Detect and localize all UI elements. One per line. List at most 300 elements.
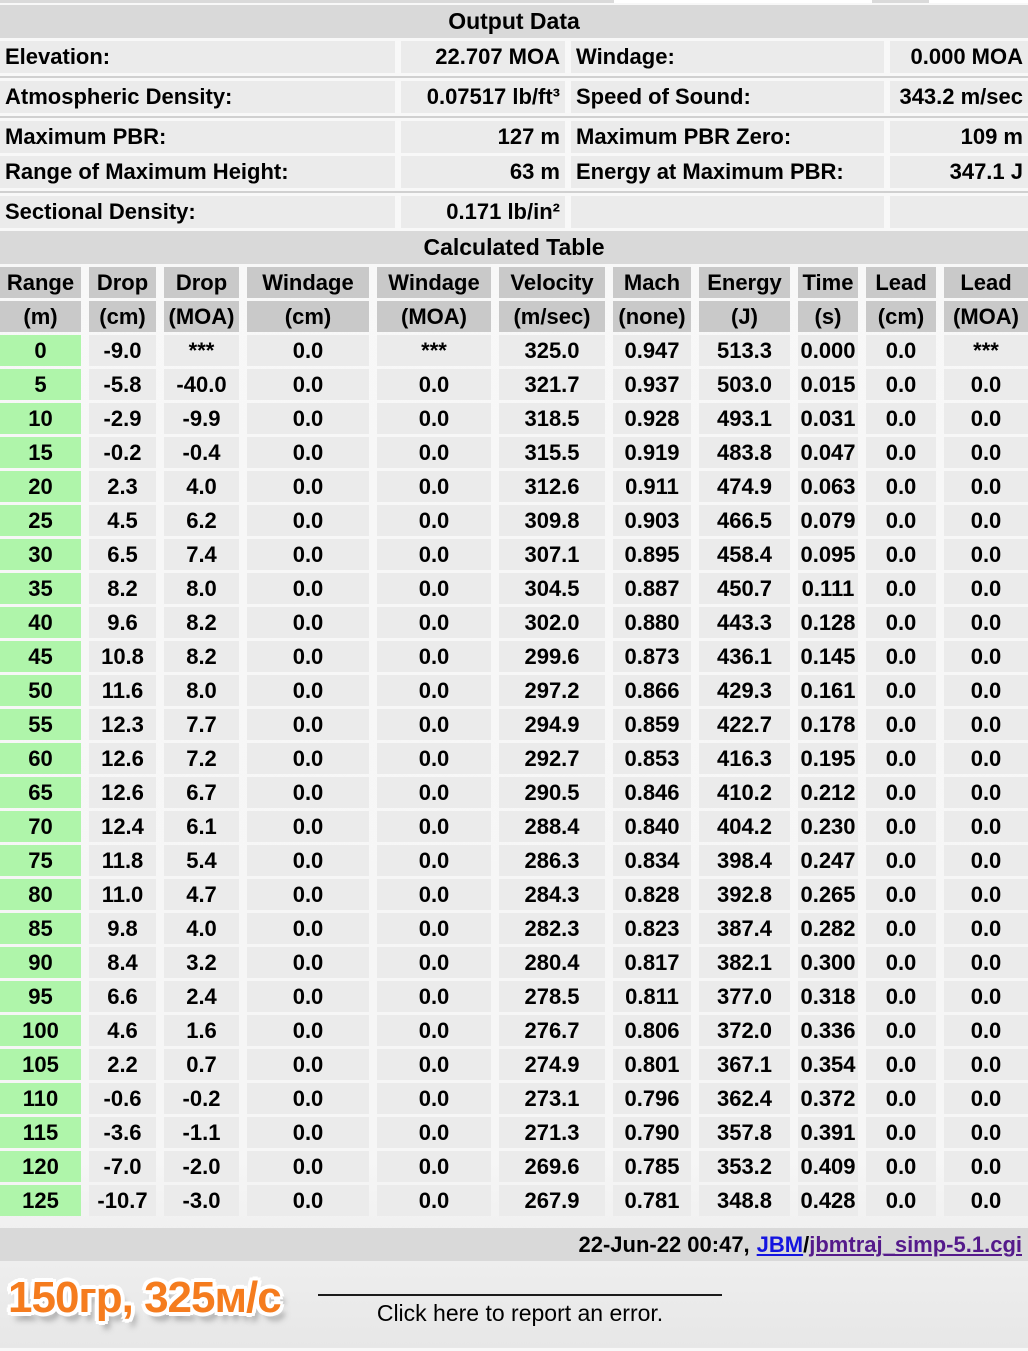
footer-bar — [0, 1228, 1028, 1261]
ct-data-cell: -2.0 — [164, 1151, 239, 1182]
ct-data-cell: 382.1 — [699, 947, 790, 978]
ct-data-cell: 0.834 — [613, 845, 691, 876]
ct-range-cell: 15 — [0, 437, 81, 468]
load-caption: 150гр, 325м/с — [8, 1273, 281, 1322]
row-separator — [0, 116, 1028, 118]
ct-data-cell: 9.6 — [89, 607, 156, 638]
ct-data-cell: 0.0 — [247, 369, 369, 400]
ct-data-cell: 0.0 — [377, 403, 491, 434]
ct-data-cell: 0.0 — [866, 675, 936, 706]
ct-range-cell: 85 — [0, 913, 81, 944]
calculated-table-title: Calculated Table — [0, 231, 1028, 264]
ct-header-cell: Energy — [699, 267, 790, 298]
ct-data-cell: 0.0 — [247, 539, 369, 570]
ct-data-cell: 0.0 — [247, 981, 369, 1012]
ct-data-cell: 429.3 — [699, 675, 790, 706]
ct-data-cell: 0.318 — [798, 981, 858, 1012]
ct-data-cell: 0.095 — [798, 539, 858, 570]
ct-data-cell: 0.937 — [613, 369, 691, 400]
footer-slash: / — [803, 1232, 810, 1257]
ct-data-cell: 292.7 — [499, 743, 605, 774]
ct-data-cell: -0.2 — [164, 1083, 239, 1114]
ct-data-cell: -10.7 — [89, 1185, 156, 1216]
ct-data-cell: 0.031 — [798, 403, 858, 434]
ct-data-cell: 11.0 — [89, 879, 156, 910]
ct-data-cell: 11.6 — [89, 675, 156, 706]
ct-data-cell: 0.409 — [798, 1151, 858, 1182]
ct-data-cell: 0.0 — [866, 743, 936, 774]
ct-data-cell: 0.0 — [866, 947, 936, 978]
ct-data-cell: 0.0 — [866, 913, 936, 944]
ct-data-cell: 0.0 — [247, 675, 369, 706]
ct-data-cell: 493.1 — [699, 403, 790, 434]
ct-data-cell: 0.0 — [866, 539, 936, 570]
ct-data-cell: 286.3 — [499, 845, 605, 876]
ct-data-cell: 0.0 — [866, 641, 936, 672]
ct-data-cell: 280.4 — [499, 947, 605, 978]
ct-data-cell: 318.5 — [499, 403, 605, 434]
ct-data-cell: 377.0 — [699, 981, 790, 1012]
ct-data-cell: 0.0 — [377, 947, 491, 978]
ct-data-cell: 0.0 — [377, 675, 491, 706]
od-label: Elevation: — [0, 41, 395, 73]
ct-range-cell: 115 — [0, 1117, 81, 1148]
ct-data-cell: 0.0 — [377, 845, 491, 876]
ct-data-cell: 0.823 — [613, 913, 691, 944]
od-value — [890, 196, 1028, 228]
od-value: 0.171 lb/in² — [401, 196, 565, 228]
ct-data-cell: 0.0 — [944, 437, 1028, 468]
ct-range-cell: 0 — [0, 335, 81, 366]
ct-data-cell: *** — [377, 335, 491, 366]
ct-data-cell: 0.0 — [944, 539, 1028, 570]
ct-data-cell: 7.7 — [164, 709, 239, 740]
cropped-cell — [614, 0, 872, 3]
ct-data-cell: 0.0 — [944, 811, 1028, 842]
ct-data-cell: 0.840 — [613, 811, 691, 842]
ct-data-cell: 0.282 — [798, 913, 858, 944]
ct-data-cell: 0.247 — [798, 845, 858, 876]
ct-data-cell: 304.5 — [499, 573, 605, 604]
ct-range-cell: 55 — [0, 709, 81, 740]
ct-data-cell: 0.0 — [377, 1185, 491, 1216]
ct-data-cell: -0.4 — [164, 437, 239, 468]
ct-data-cell: 0.0 — [866, 1117, 936, 1148]
ct-range-cell: 100 — [0, 1015, 81, 1046]
ct-data-cell: 0.0 — [377, 573, 491, 604]
ct-data-cell: 8.0 — [164, 675, 239, 706]
ct-data-cell: 0.0 — [247, 777, 369, 808]
ct-data-cell: 12.6 — [89, 777, 156, 808]
ct-data-cell: 0.0 — [377, 437, 491, 468]
ct-range-cell: 90 — [0, 947, 81, 978]
ct-data-cell: 0.0 — [866, 437, 936, 468]
od-value: 0.07517 lb/ft³ — [401, 81, 565, 113]
ct-header-cell: Time — [798, 267, 858, 298]
ct-data-cell: 0.0 — [866, 471, 936, 502]
ct-data-cell: 348.8 — [699, 1185, 790, 1216]
ct-unit-cell: (none) — [613, 301, 691, 332]
ct-data-cell: 0.0 — [377, 1151, 491, 1182]
ct-data-cell: 8.4 — [89, 947, 156, 978]
ct-data-cell: 6.7 — [164, 777, 239, 808]
footer-timestamp: 22-Jun-22 00:47, — [578, 1232, 750, 1257]
ct-data-cell: -3.6 — [89, 1117, 156, 1148]
ct-data-cell: 0.0 — [377, 879, 491, 910]
ct-data-cell: 12.4 — [89, 811, 156, 842]
ct-data-cell: 474.9 — [699, 471, 790, 502]
od-label: Energy at Maximum PBR: — [571, 156, 884, 188]
ct-data-cell: 0.801 — [613, 1049, 691, 1080]
ct-data-cell: 0.0 — [247, 709, 369, 740]
ct-data-cell: 0.0 — [866, 1083, 936, 1114]
ct-header-cell: Velocity — [499, 267, 605, 298]
ct-data-cell: 0.0 — [944, 709, 1028, 740]
ct-data-cell: 0.873 — [613, 641, 691, 672]
od-label: Windage: — [571, 41, 884, 73]
ct-data-cell: 458.4 — [699, 539, 790, 570]
cropped-cell — [0, 0, 614, 3]
od-label: Atmospheric Density: — [0, 81, 395, 113]
ct-header-cell: Windage — [247, 267, 369, 298]
ct-data-cell: 6.5 — [89, 539, 156, 570]
ct-data-cell: 0.195 — [798, 743, 858, 774]
ct-data-cell: 0.0 — [377, 1015, 491, 1046]
ct-data-cell: 357.8 — [699, 1117, 790, 1148]
ct-data-cell: 0.0 — [944, 913, 1028, 944]
ct-data-cell: 0.0 — [247, 1015, 369, 1046]
ct-data-cell: 0.0 — [377, 539, 491, 570]
output-data-table — [0, 5, 1028, 228]
ct-data-cell: 0.0 — [377, 471, 491, 502]
ct-data-cell: 0.0 — [247, 1083, 369, 1114]
ct-data-cell: 422.7 — [699, 709, 790, 740]
ct-data-cell: 0.0 — [944, 777, 1028, 808]
ct-data-cell: 6.1 — [164, 811, 239, 842]
ct-data-cell: 0.0 — [866, 981, 936, 1012]
ct-data-cell: 0.0 — [944, 845, 1028, 876]
ct-data-cell: -2.9 — [89, 403, 156, 434]
ct-unit-cell: (cm) — [89, 301, 156, 332]
ct-data-cell: 0.0 — [247, 403, 369, 434]
ct-data-cell: 0.0 — [247, 1049, 369, 1080]
od-value: 63 m — [401, 156, 565, 188]
ct-data-cell: *** — [164, 335, 239, 366]
ct-data-cell: 0.0 — [377, 777, 491, 808]
ct-data-cell: 0.903 — [613, 505, 691, 536]
ct-header-cell: Mach — [613, 267, 691, 298]
ct-data-cell: -7.0 — [89, 1151, 156, 1182]
ct-data-cell: 0.0 — [866, 1049, 936, 1080]
ct-data-cell: 0.0 — [944, 1185, 1028, 1216]
ct-data-cell: 0.0 — [866, 403, 936, 434]
ct-header-cell: Lead — [944, 267, 1028, 298]
ct-unit-cell: (MOA) — [164, 301, 239, 332]
ct-data-cell: 362.4 — [699, 1083, 790, 1114]
ct-range-cell: 40 — [0, 607, 81, 638]
ct-header-cell: Drop — [89, 267, 156, 298]
ct-range-cell: 80 — [0, 879, 81, 910]
ct-range-cell: 95 — [0, 981, 81, 1012]
ct-data-cell: 353.2 — [699, 1151, 790, 1182]
ct-data-cell: 0.0 — [377, 1083, 491, 1114]
ct-data-cell: 0.0 — [944, 369, 1028, 400]
ct-data-cell: 0.0 — [247, 1117, 369, 1148]
ct-data-cell: -3.0 — [164, 1185, 239, 1216]
ct-data-cell: 0.0 — [944, 505, 1028, 536]
ct-unit-cell: (cm) — [247, 301, 369, 332]
ct-data-cell: 4.5 — [89, 505, 156, 536]
ct-data-cell: 12.3 — [89, 709, 156, 740]
ct-data-cell: 0.0 — [944, 981, 1028, 1012]
ct-data-cell: 0.895 — [613, 539, 691, 570]
ct-unit-cell: (m/sec) — [499, 301, 605, 332]
ct-data-cell: 0.178 — [798, 709, 858, 740]
ct-data-cell: 0.0 — [247, 607, 369, 638]
ct-data-cell: 4.7 — [164, 879, 239, 910]
od-label: Maximum PBR: — [0, 121, 395, 153]
ct-data-cell: 325.0 — [499, 335, 605, 366]
ct-data-cell: 4.0 — [164, 471, 239, 502]
ct-data-cell: 8.2 — [164, 641, 239, 672]
ct-unit-cell: (m) — [0, 301, 81, 332]
ct-data-cell: 0.0 — [944, 1049, 1028, 1080]
ct-data-cell: 0.828 — [613, 879, 691, 910]
od-value: 347.1 J — [890, 156, 1028, 188]
ct-data-cell: 0.928 — [613, 403, 691, 434]
ct-data-cell: 0.0 — [944, 879, 1028, 910]
ct-data-cell: 267.9 — [499, 1185, 605, 1216]
ct-data-cell: 0.0 — [377, 981, 491, 1012]
ct-data-cell: 0.0 — [866, 573, 936, 604]
ct-data-cell: 0.0 — [377, 1049, 491, 1080]
ct-data-cell: 466.5 — [699, 505, 790, 536]
ct-data-cell: 294.9 — [499, 709, 605, 740]
ct-data-cell: 4.6 — [89, 1015, 156, 1046]
ct-data-cell: 0.0 — [247, 913, 369, 944]
ct-range-cell: 50 — [0, 675, 81, 706]
ct-data-cell: 0.866 — [613, 675, 691, 706]
ct-header-cell: Range — [0, 267, 81, 298]
ct-range-cell: 125 — [0, 1185, 81, 1216]
ct-data-cell: 0.0 — [866, 709, 936, 740]
ct-data-cell: 4.0 — [164, 913, 239, 944]
ct-data-cell: 0.796 — [613, 1083, 691, 1114]
ct-unit-cell: (J) — [699, 301, 790, 332]
ct-data-cell: 0.0 — [247, 641, 369, 672]
ct-data-cell: 0.111 — [798, 573, 858, 604]
ct-data-cell: 0.846 — [613, 777, 691, 808]
ct-data-cell: 0.0 — [866, 607, 936, 638]
ct-data-cell: 0.0 — [944, 1117, 1028, 1148]
od-value: 343.2 m/sec — [890, 81, 1028, 113]
ct-unit-cell: (s) — [798, 301, 858, 332]
ct-data-cell: 0.0 — [866, 1151, 936, 1182]
ct-data-cell: 8.2 — [89, 573, 156, 604]
ct-data-cell: 0.0 — [247, 1185, 369, 1216]
ct-data-cell: 0.161 — [798, 675, 858, 706]
ct-data-cell: 0.919 — [613, 437, 691, 468]
ct-range-cell: 5 — [0, 369, 81, 400]
ct-data-cell: -0.2 — [89, 437, 156, 468]
ct-data-cell: 11.8 — [89, 845, 156, 876]
ct-data-cell: 367.1 — [699, 1049, 790, 1080]
ct-data-cell: 10.8 — [89, 641, 156, 672]
ct-data-cell: 0.0 — [377, 913, 491, 944]
ct-range-cell: 45 — [0, 641, 81, 672]
ct-data-cell: 0.391 — [798, 1117, 858, 1148]
row-separator — [0, 76, 1028, 78]
ct-data-cell: 398.4 — [699, 845, 790, 876]
ct-data-cell: 0.0 — [944, 641, 1028, 672]
ct-data-cell: 0.0 — [377, 641, 491, 672]
ct-data-cell: 0.887 — [613, 573, 691, 604]
ct-data-cell: -40.0 — [164, 369, 239, 400]
ct-data-cell: 290.5 — [499, 777, 605, 808]
ct-range-cell: 35 — [0, 573, 81, 604]
ct-data-cell: 0.0 — [944, 743, 1028, 774]
ct-data-cell: 0.047 — [798, 437, 858, 468]
ct-data-cell: 0.0 — [944, 1083, 1028, 1114]
ct-data-cell: 0.806 — [613, 1015, 691, 1046]
ct-data-cell: 8.0 — [164, 573, 239, 604]
ct-data-cell: *** — [944, 335, 1028, 366]
output-data-title: Output Data — [0, 5, 1028, 38]
ct-range-cell: 60 — [0, 743, 81, 774]
ct-data-cell: 0.785 — [613, 1151, 691, 1182]
trajectory-cgi-link[interactable]: jbmtraj_simp-5.1.cgi — [809, 1232, 1022, 1257]
ct-data-cell: 513.3 — [699, 335, 790, 366]
ct-data-cell: 0.0 — [247, 947, 369, 978]
ct-range-cell: 25 — [0, 505, 81, 536]
ct-data-cell: 284.3 — [499, 879, 605, 910]
ct-data-cell: 0.0 — [866, 879, 936, 910]
ct-data-cell: 0.880 — [613, 607, 691, 638]
ct-data-cell: 12.6 — [89, 743, 156, 774]
ct-data-cell: -9.0 — [89, 335, 156, 366]
od-label: Sectional Density: — [0, 196, 395, 228]
ct-data-cell: 0.0 — [247, 743, 369, 774]
ct-data-cell: -0.6 — [89, 1083, 156, 1114]
ct-data-cell: 297.2 — [499, 675, 605, 706]
ct-data-cell: 0.0 — [944, 947, 1028, 978]
ct-data-cell: -9.9 — [164, 403, 239, 434]
ct-data-cell: 0.781 — [613, 1185, 691, 1216]
ct-data-cell: 0.0 — [944, 403, 1028, 434]
ct-data-cell: 450.7 — [699, 573, 790, 604]
ct-data-cell: 9.8 — [89, 913, 156, 944]
ct-data-cell: 0.265 — [798, 879, 858, 910]
ct-header-cell: Windage — [377, 267, 491, 298]
report-error-link[interactable]: Click here to report an error. — [318, 1294, 722, 1327]
bottom-area — [0, 1261, 1028, 1351]
ct-data-cell: 0.230 — [798, 811, 858, 842]
ct-data-cell: 0.428 — [798, 1185, 858, 1216]
ct-data-cell: 3.2 — [164, 947, 239, 978]
ct-data-cell: 271.3 — [499, 1117, 605, 1148]
row-separator — [0, 191, 1028, 193]
ct-data-cell: 0.911 — [613, 471, 691, 502]
ct-data-cell: 0.336 — [798, 1015, 858, 1046]
cropped-cell — [872, 0, 929, 3]
ct-data-cell: 0.790 — [613, 1117, 691, 1148]
ct-data-cell: 0.300 — [798, 947, 858, 978]
ct-data-cell: 307.1 — [499, 539, 605, 570]
ct-range-cell: 110 — [0, 1083, 81, 1114]
ct-data-cell: 0.0 — [247, 505, 369, 536]
ct-data-cell: 0.0 — [377, 505, 491, 536]
ct-data-cell: 416.3 — [699, 743, 790, 774]
ct-data-cell: 6.2 — [164, 505, 239, 536]
ct-data-cell: 299.6 — [499, 641, 605, 672]
ct-range-cell: 20 — [0, 471, 81, 502]
ct-data-cell: 2.4 — [164, 981, 239, 1012]
ct-data-cell: 0.145 — [798, 641, 858, 672]
calculated-table — [0, 231, 1028, 1216]
ct-data-cell: 503.0 — [699, 369, 790, 400]
ct-data-cell: 0.0 — [247, 1151, 369, 1182]
ct-data-cell: 0.0 — [866, 811, 936, 842]
ct-data-cell: 0.0 — [377, 607, 491, 638]
ct-range-cell: 65 — [0, 777, 81, 808]
ct-data-cell: 0.0 — [944, 1015, 1028, 1046]
ct-data-cell: 8.2 — [164, 607, 239, 638]
ct-data-cell: 0.0 — [944, 675, 1028, 706]
ct-data-cell: 6.6 — [89, 981, 156, 1012]
ct-data-cell: 0.0 — [866, 505, 936, 536]
ct-data-cell: 404.2 — [699, 811, 790, 842]
ct-data-cell: 0.0 — [247, 471, 369, 502]
ct-data-cell: 278.5 — [499, 981, 605, 1012]
ct-data-cell: 0.0 — [866, 335, 936, 366]
ct-data-cell: 436.1 — [699, 641, 790, 672]
ct-data-cell: 315.5 — [499, 437, 605, 468]
ct-data-cell: 2.2 — [89, 1049, 156, 1080]
ct-data-cell: 0.0 — [944, 1151, 1028, 1182]
ct-data-cell: 0.128 — [798, 607, 858, 638]
ct-data-cell: 0.372 — [798, 1083, 858, 1114]
od-label: Speed of Sound: — [571, 81, 884, 113]
ct-data-cell: 483.8 — [699, 437, 790, 468]
ct-data-cell: 0.7 — [164, 1049, 239, 1080]
ct-data-cell: 410.2 — [699, 777, 790, 808]
ct-data-cell: 273.1 — [499, 1083, 605, 1114]
ct-data-cell: 0.0 — [866, 777, 936, 808]
ct-data-cell: 0.817 — [613, 947, 691, 978]
ct-data-cell: 309.8 — [499, 505, 605, 536]
ct-data-cell: 269.6 — [499, 1151, 605, 1182]
jbm-link[interactable]: JBM — [756, 1232, 804, 1257]
ct-header-cell: Drop — [164, 267, 239, 298]
ct-range-cell: 120 — [0, 1151, 81, 1182]
ct-data-cell: 0.0 — [944, 573, 1028, 604]
ct-data-cell: 0.354 — [798, 1049, 858, 1080]
ct-data-cell: 0.063 — [798, 471, 858, 502]
ct-data-cell: 7.2 — [164, 743, 239, 774]
ct-data-cell: 276.7 — [499, 1015, 605, 1046]
ct-data-cell: 1.6 — [164, 1015, 239, 1046]
ct-data-cell: 0.015 — [798, 369, 858, 400]
ct-data-cell: 0.0 — [866, 845, 936, 876]
cropped-row-above — [0, 0, 1028, 3]
od-label: Maximum PBR Zero: — [571, 121, 884, 153]
ct-data-cell: 0.0 — [377, 811, 491, 842]
od-value: 0.000 MOA — [890, 41, 1028, 73]
ct-unit-cell: (MOA) — [377, 301, 491, 332]
ct-data-cell: 274.9 — [499, 1049, 605, 1080]
ct-unit-cell: (MOA) — [944, 301, 1028, 332]
ct-data-cell: 282.3 — [499, 913, 605, 944]
